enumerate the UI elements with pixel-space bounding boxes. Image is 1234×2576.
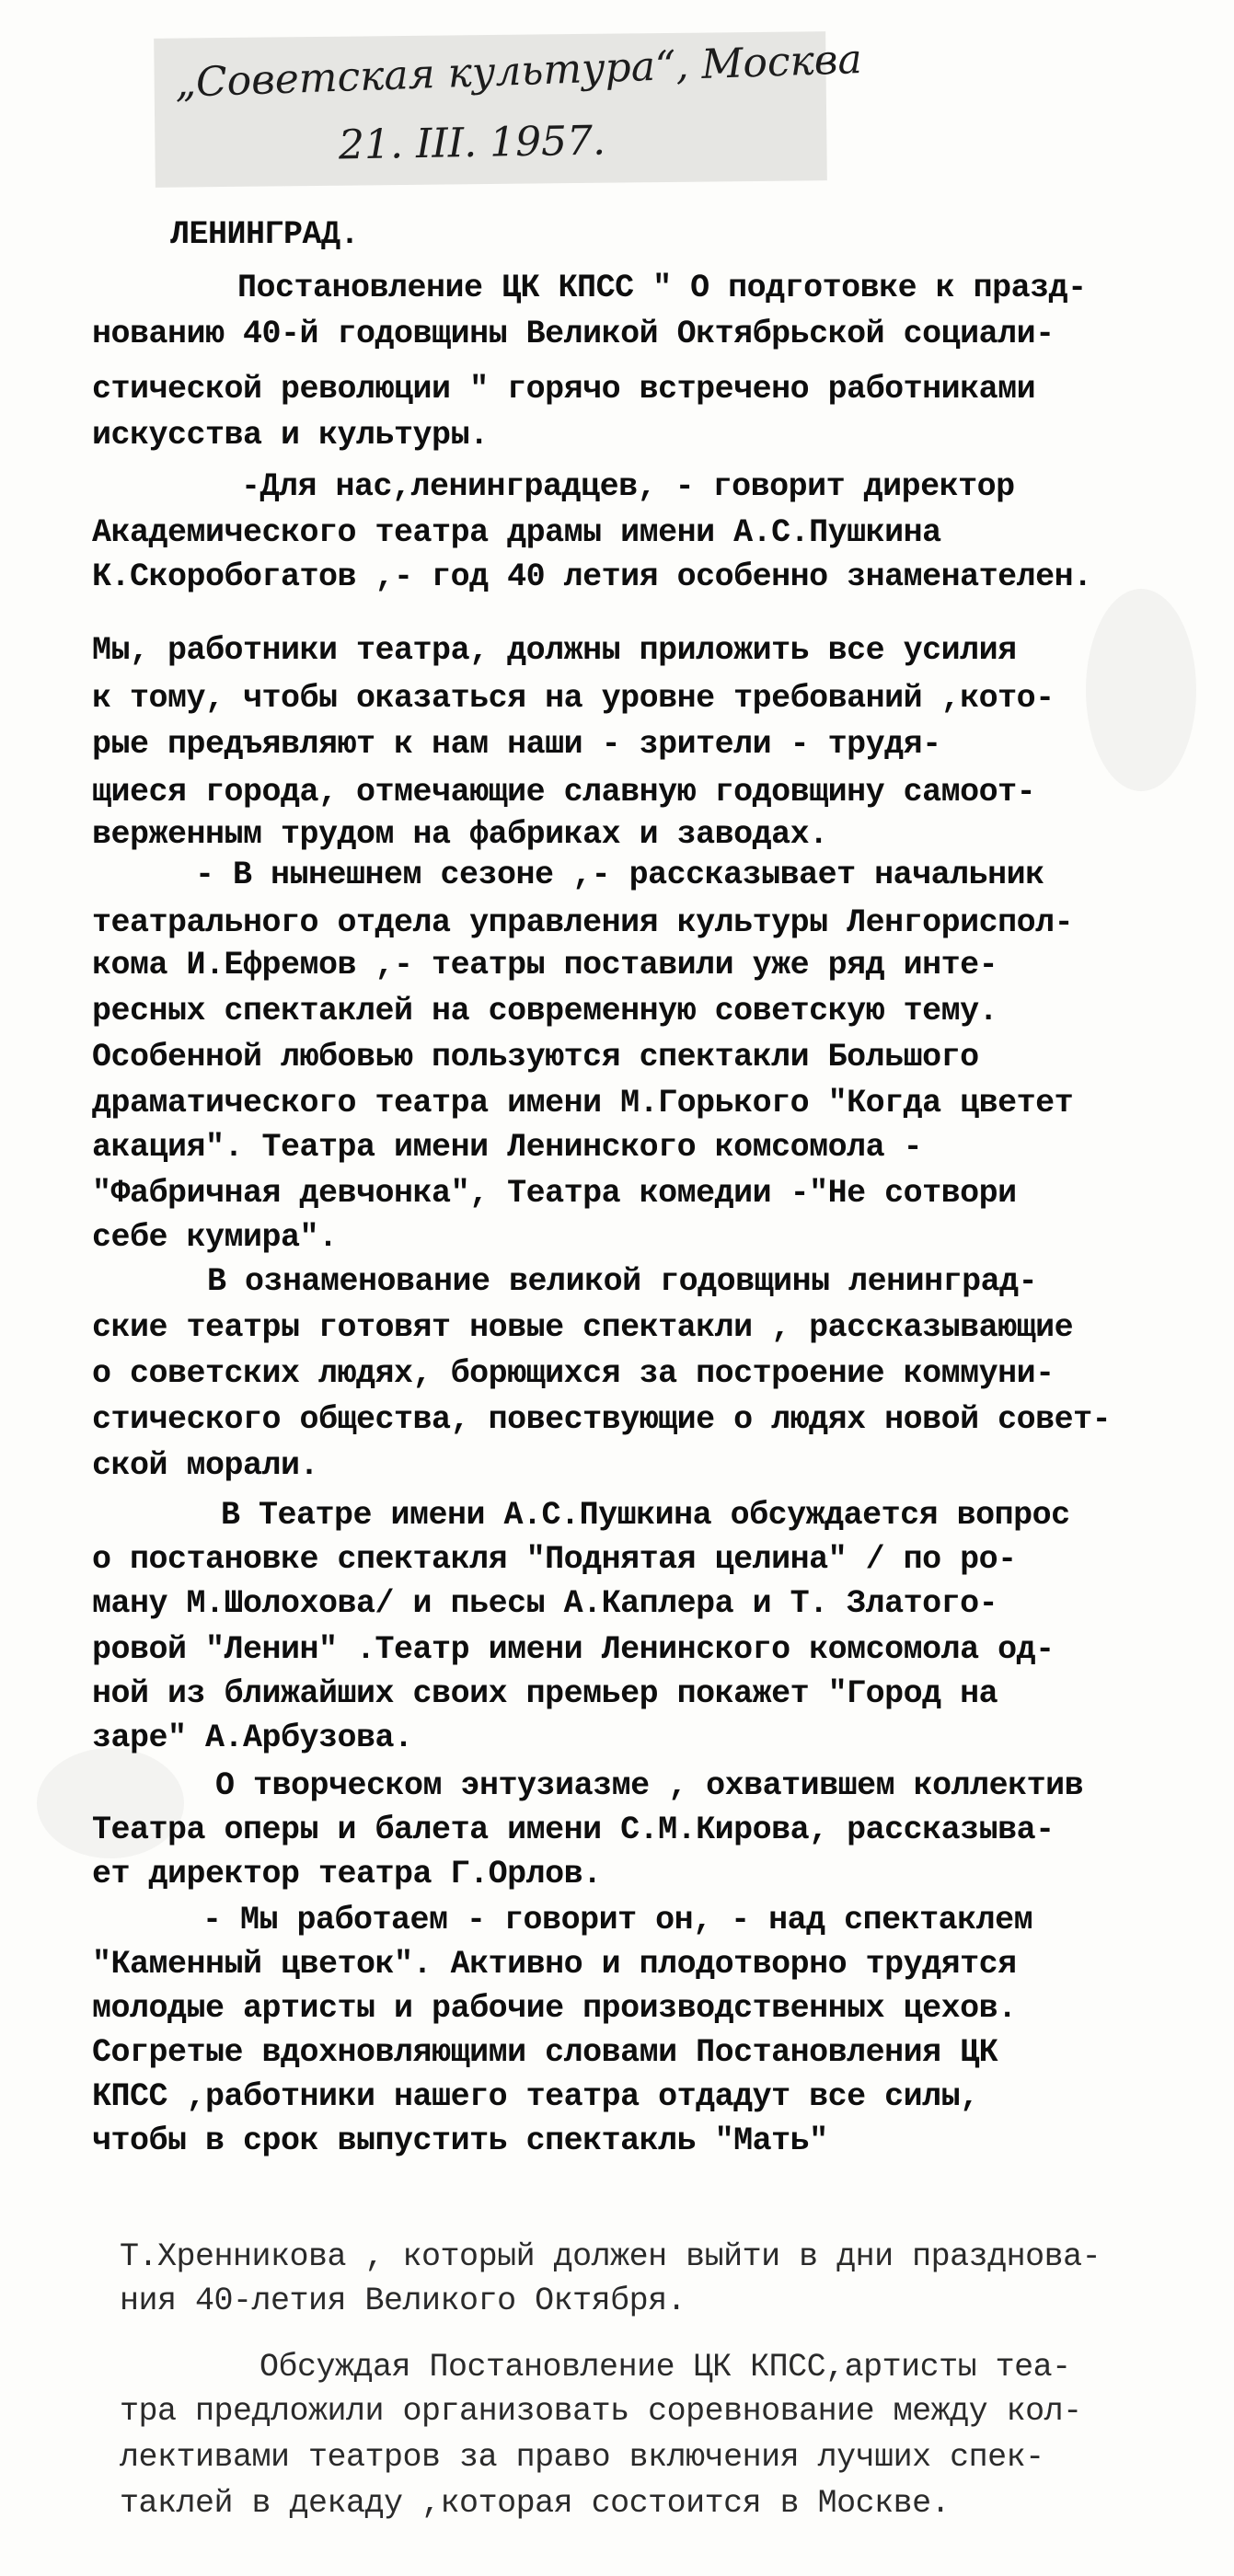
text-line: Мы, работники театра, должны приложить все усилия — [92, 632, 1017, 669]
text-line: тра предложили организовать соревнование между кол- — [120, 2393, 1082, 2430]
text-line: акация". Театра имени Ленинского комсомола - — [92, 1129, 923, 1166]
text-line: ской морали. — [92, 1447, 319, 1484]
text-line: о постановке спектакля "Поднятая целина" / по ро- — [92, 1541, 1017, 1578]
text-line: лективами театров за право включения лучших спек- — [120, 2439, 1044, 2476]
text-line: "Фабричная девчонка", Театра комедии -"Не сотвори — [92, 1175, 1017, 1212]
text-line: Т.Хренникова , который должен выйти в дни празднова- — [120, 2238, 1101, 2275]
text-line: ресных спектаклей на современную советскую тему. — [92, 993, 998, 1029]
text-line: таклей в декаду ,которая состоится в Москве. — [120, 2485, 951, 2522]
text-line: Согретые вдохновляющими словами Постановления ЦК — [92, 2034, 998, 2071]
dateline: ЛЕНИНГРАД. — [170, 216, 360, 253]
text-line: В Театре имени А.С.Пушкина обсуждается вопрос — [221, 1497, 1070, 1534]
text-line: Театра оперы и балета имени С.М.Кирова, рассказыва- — [92, 1811, 1055, 1848]
text-line: о советских людях, борющихся за построение коммуни- — [92, 1355, 1055, 1392]
text-line: стической революции " горячо встречено работниками — [92, 371, 1036, 408]
text-line: к тому, чтобы оказаться на уровне требований ,кото- — [92, 680, 1055, 717]
text-line: К.Скоробогатов ,- год 40 летия особенно знаменателен. — [92, 558, 1092, 595]
text-line: Постановление ЦК КПСС " О подготовке к празд- — [237, 270, 1087, 306]
handwritten-source: „Советская культура“, Москва — [174, 35, 863, 108]
text-line: ной из ближайших своих премьер покажет "Город на — [92, 1675, 998, 1712]
text-line: верженным трудом на фабриках и заводах. — [92, 816, 828, 853]
text-line: ет директор театра Г.Орлов. — [92, 1856, 602, 1892]
text-line: себе кумира". — [92, 1219, 338, 1256]
text-line: театрального отдела управления культуры Ленгориспол- — [92, 904, 1074, 941]
text-line: нованию 40-й годовщины Великой Октябрьской социали- — [92, 316, 1055, 352]
text-line: -Для нас,ленинградцев, - говорит директор — [241, 468, 1015, 505]
text-line: Особенной любовью пользуются спектакли Большого — [92, 1039, 979, 1075]
text-line: ровой "Ленин" .Театр имени Ленинского комсомола од- — [92, 1631, 1055, 1668]
handwritten-date: 21. III. 1957. — [338, 117, 606, 169]
text-line: искусства и культуры. — [92, 417, 489, 454]
text-line: - Мы работаем - говорит он, - над спектаклем — [202, 1902, 1033, 1938]
text-line: Обсуждая Постановление ЦК КПСС,артисты теа- — [259, 2349, 1071, 2386]
text-line: Академического театра драмы имени А.С.Пушкина — [92, 514, 941, 551]
text-line: рые предъявляют к нам наши - зрители - трудя- — [92, 726, 941, 763]
text-line: стического общества, повествующие о людях новой совет- — [92, 1401, 1112, 1438]
text-line: "Каменный цветок". Активно и плодотворно трудятся — [92, 1946, 1017, 1983]
paper-stain — [1086, 589, 1196, 791]
text-line: драматического театра имени М.Горького "Когда цветет — [92, 1085, 1074, 1121]
text-line: КПСС ,работники нашего театра отдадут все силы, — [92, 2078, 979, 2115]
text-line: кома И.Ефремов ,- театры поставили уже ряд инте- — [92, 947, 998, 983]
text-line: молодые артисты и рабочие производственных цехов. — [92, 1990, 1017, 2027]
text-line: ские театры готовят новые спектакли , рассказывающие — [92, 1309, 1074, 1346]
text-line: - В нынешнем сезоне ,- рассказывает начальник — [195, 857, 1044, 893]
text-line: ману М.Шолохова/ и пьесы А.Каплера и Т. Златого- — [92, 1585, 998, 1622]
text-line: ния 40-летия Великого Октября. — [120, 2283, 686, 2319]
text-line: В ознаменование великой годовщины ленинград- — [207, 1263, 1038, 1300]
text-line: чтобы в срок выпустить спектакль "Мать" — [92, 2122, 828, 2159]
text-line: щиеся города, отмечающие славную годовщину самоот- — [92, 774, 1036, 811]
text-line: заре" А.Арбузова. — [92, 1719, 413, 1756]
text-line: О творческом энтузиазме , охватившем коллектив — [215, 1767, 1084, 1804]
